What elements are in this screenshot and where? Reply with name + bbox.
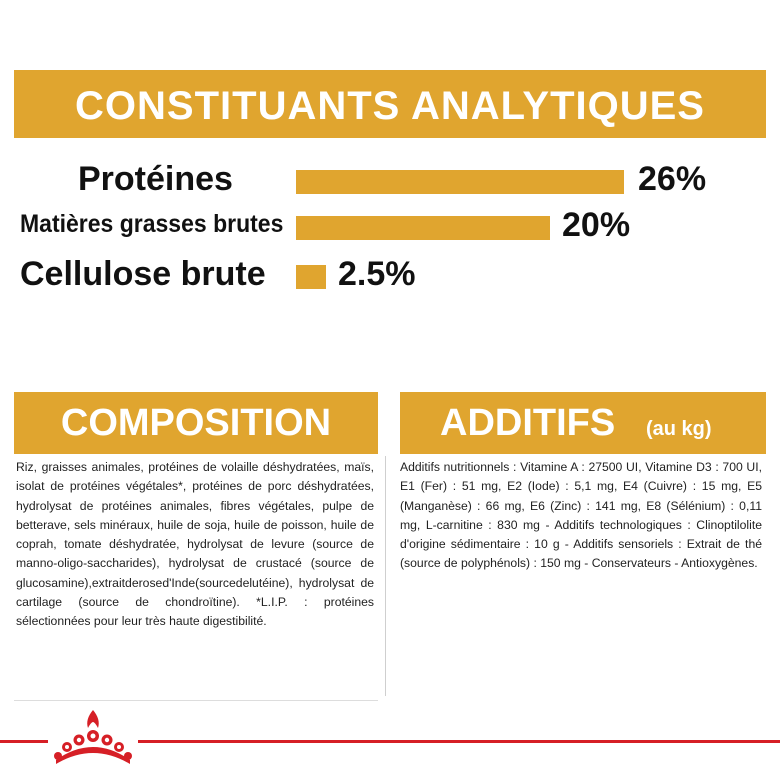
additifs-text: Additifs nutritionnels : Vitamine A : 27500 UI, Vitamine D3 : 700 UI, E1 (Fer) : 51 mg, E2 (Iode) : 5,1 mg, E4 (Cuivre) : 15 mg, E5 (Manganèse) : 66 mg, E6 (Zinc) : 141 mg, E8 (Sélénium) : 0,11 mg, L-carnitine : 830 mg - Additifs technologiques : Clinoptilolite d'origine sédimentaire : 10 g - Additifs sensoriels : Extrait de thé (source de polyphénols) : 150 mg - Conservateurs - Antioxygènes. [400,460,762,571]
constituent-label: Protéines [78,160,233,198]
constituent-row-cellulose [0,255,780,295]
constituent-value: 26% [638,160,707,198]
constituent-value: 2.5% [338,255,416,293]
composition-bottom-divider [14,700,378,701]
constituent-row-matieres-grasses [0,206,780,246]
analytic-title: CONSTITUANTS ANALYTIQUES [75,84,705,128]
constituent-bar [296,265,326,289]
royal-canin-crown-logo-icon [50,706,136,766]
brand-line-left [0,740,48,743]
brand-line-right [138,740,780,743]
additifs-title: ADDITIFS [440,402,616,444]
constituent-row-proteines [0,160,780,200]
composition-text: Riz, graisses animales, protéines de volaille déshydratées, maïs, isolat de protéines végétales*, protéines de porc déshydratées, hydrolysat de protéines animales, fibres végétales, pulpe de betterave, sels minéraux, huile de soja, huile de poisson, huile de coprah, tomate déshydratée, hydrolysat de levure (source de manno-oligo-saccharides), hydrolysat de crustacé (source de glucosamine),extraitderosed'Inde(sourcedelutéine), hydrolysat de cartilage (source de chondroïtine). *L.I.P. : protéines sélectionnées pour leur très haute digestibilité. [16,460,374,629]
additifs-subtitle: (au kg) [646,418,712,440]
constituent-label: Cellulose brute [20,255,266,293]
constituent-bar [296,170,624,194]
constituent-value: 20% [562,206,631,244]
constituent-label: Matières grasses brutes [20,210,284,238]
additifs-banner [400,392,766,454]
composition-title: COMPOSITION [60,402,332,444]
constituent-bar [296,216,550,240]
composition-banner [14,392,378,454]
column-divider [385,456,386,696]
analytic-constituents-banner [14,70,766,138]
